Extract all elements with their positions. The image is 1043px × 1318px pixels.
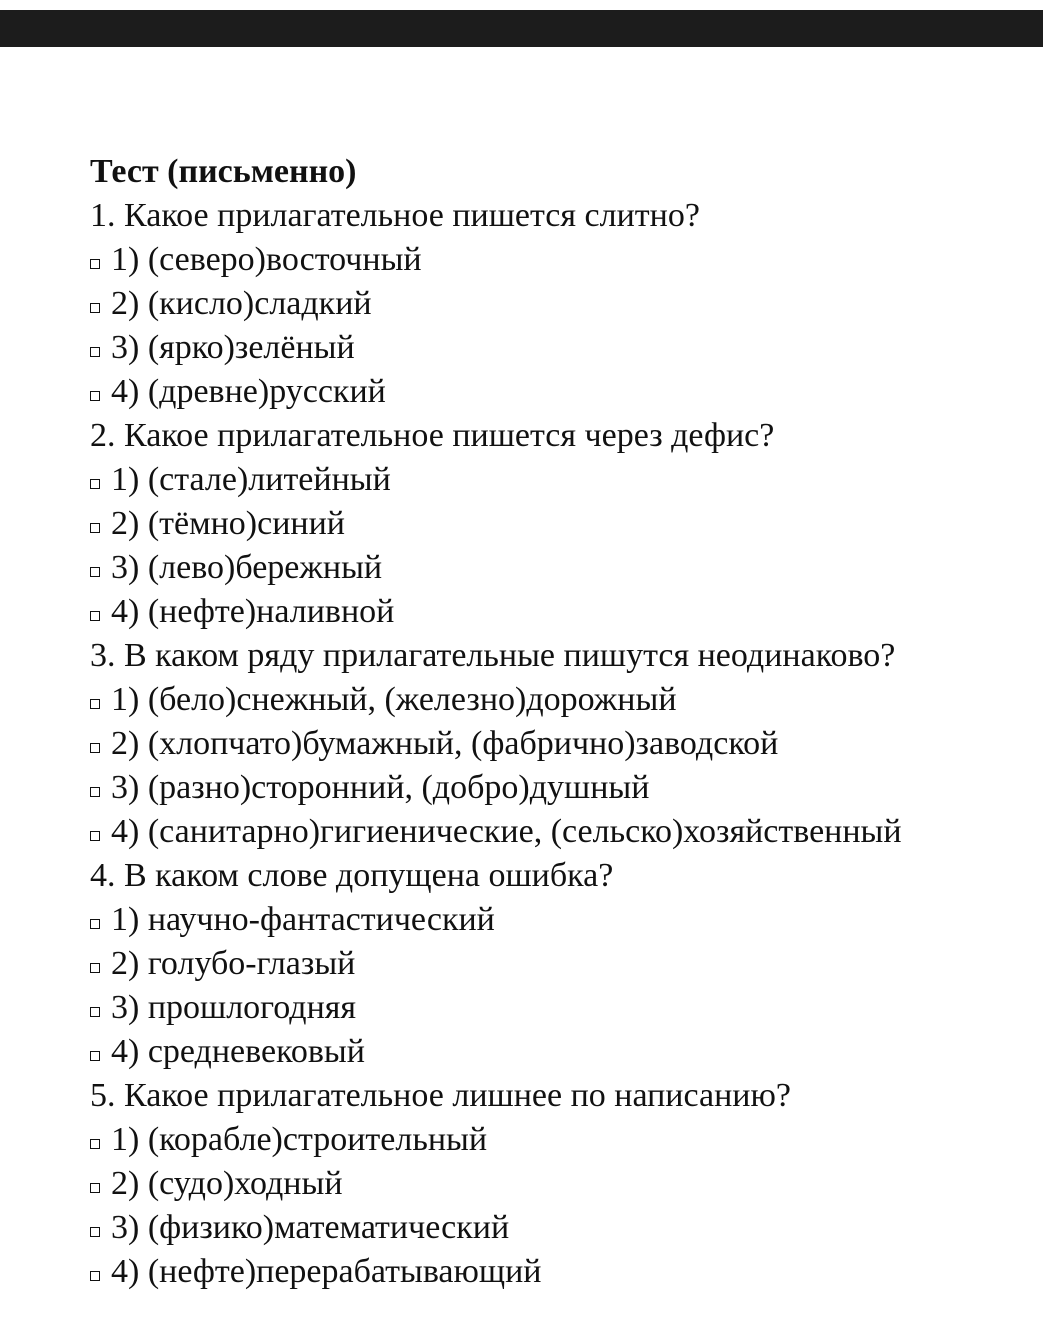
question-2-option-2[interactable] [90,502,1030,546]
checkbox[interactable] [90,303,100,313]
checkbox[interactable] [90,699,100,709]
question-2-text: 2. Какое прилагательное пишется через дефис? [90,417,775,454]
question-3-option-1[interactable] [90,678,1030,722]
checkbox[interactable] [90,479,100,489]
question-4-option-2[interactable] [90,942,1030,986]
option-label: 4) (санитарно)гигиенические, (сельско)хозяйственный [111,813,902,850]
checkbox[interactable] [90,567,100,577]
option-label: 3) (ярко)зелёный [111,329,355,366]
question-1-text: 1. Какое прилагательное пишется слитно? [90,197,700,234]
option-label: 1) научно-фантастический [111,901,495,938]
option-label: 4) (нефте)наливной [111,593,395,630]
question-2-option-4[interactable] [90,590,1030,634]
checkbox[interactable] [90,391,100,401]
question-3-option-3[interactable] [90,766,1030,810]
checkbox[interactable] [90,1139,100,1149]
question-3-text: 3. В каком ряду прилагательные пишутся неодинаково? [90,637,896,674]
checkbox[interactable] [90,831,100,841]
question-5-option-1[interactable] [90,1118,1030,1162]
checkbox[interactable] [90,523,100,533]
option-label: 4) (древне)русский [111,373,386,410]
question-1-option-1[interactable] [90,238,1030,282]
test-document [90,150,1030,1294]
checkbox[interactable] [90,963,100,973]
option-label: 1) (северо)восточный [111,241,422,278]
checkbox[interactable] [90,1227,100,1237]
question-1-option-2[interactable] [90,282,1030,326]
option-label: 3) (лево)бережный [111,549,383,586]
question-4-option-4[interactable] [90,1030,1030,1074]
checkbox[interactable] [90,1183,100,1193]
question-2-option-3[interactable] [90,546,1030,590]
checkbox[interactable] [90,1271,100,1281]
checkbox[interactable] [90,919,100,929]
option-label: 3) (физико)математический [111,1209,510,1246]
top-bar [0,10,1043,47]
option-label: 3) прошлогодняя [111,989,357,1026]
question-5-text: 5. Какое прилагательное лишнее по написанию? [90,1077,791,1114]
checkbox[interactable] [90,1051,100,1061]
question-4-option-3[interactable] [90,986,1030,1030]
option-label: 2) (судо)ходный [111,1165,343,1202]
option-label: 2) (кисло)сладкий [111,285,372,322]
checkbox[interactable] [90,743,100,753]
question-1-option-3[interactable] [90,326,1030,370]
option-label: 4) средневековый [111,1033,365,1070]
question-5-option-3[interactable] [90,1206,1030,1250]
checkbox[interactable] [90,1007,100,1017]
question-5-option-4[interactable] [90,1250,1030,1294]
checkbox[interactable] [90,347,100,357]
option-label: 3) (разно)сторонний, (добро)душный [111,769,650,806]
question-5-option-2[interactable] [90,1162,1030,1206]
option-label: 1) (корабле)строительный [111,1121,488,1158]
checkbox[interactable] [90,611,100,621]
question-4-option-1[interactable] [90,898,1030,942]
checkbox[interactable] [90,787,100,797]
option-label: 2) (тёмно)синий [111,505,345,542]
option-label: 1) (бело)снежный, (железно)дорожный [111,681,677,718]
question-4-text: 4. В каком слове допущена ошибка? [90,857,614,894]
option-label: 2) голубо-глазый [111,945,356,982]
test-title: Тест (письменно) [90,153,357,190]
option-label: 1) (стале)литейный [111,461,391,498]
question-2-option-1[interactable] [90,458,1030,502]
option-label: 4) (нефте)перерабатывающий [111,1253,542,1290]
option-label: 2) (хлопчато)бумажный, (фабрично)заводской [111,725,779,762]
question-1-option-4[interactable] [90,370,1030,414]
question-3-option-2[interactable] [90,722,1030,766]
question-3-option-4[interactable] [90,810,1030,854]
checkbox[interactable] [90,259,100,269]
